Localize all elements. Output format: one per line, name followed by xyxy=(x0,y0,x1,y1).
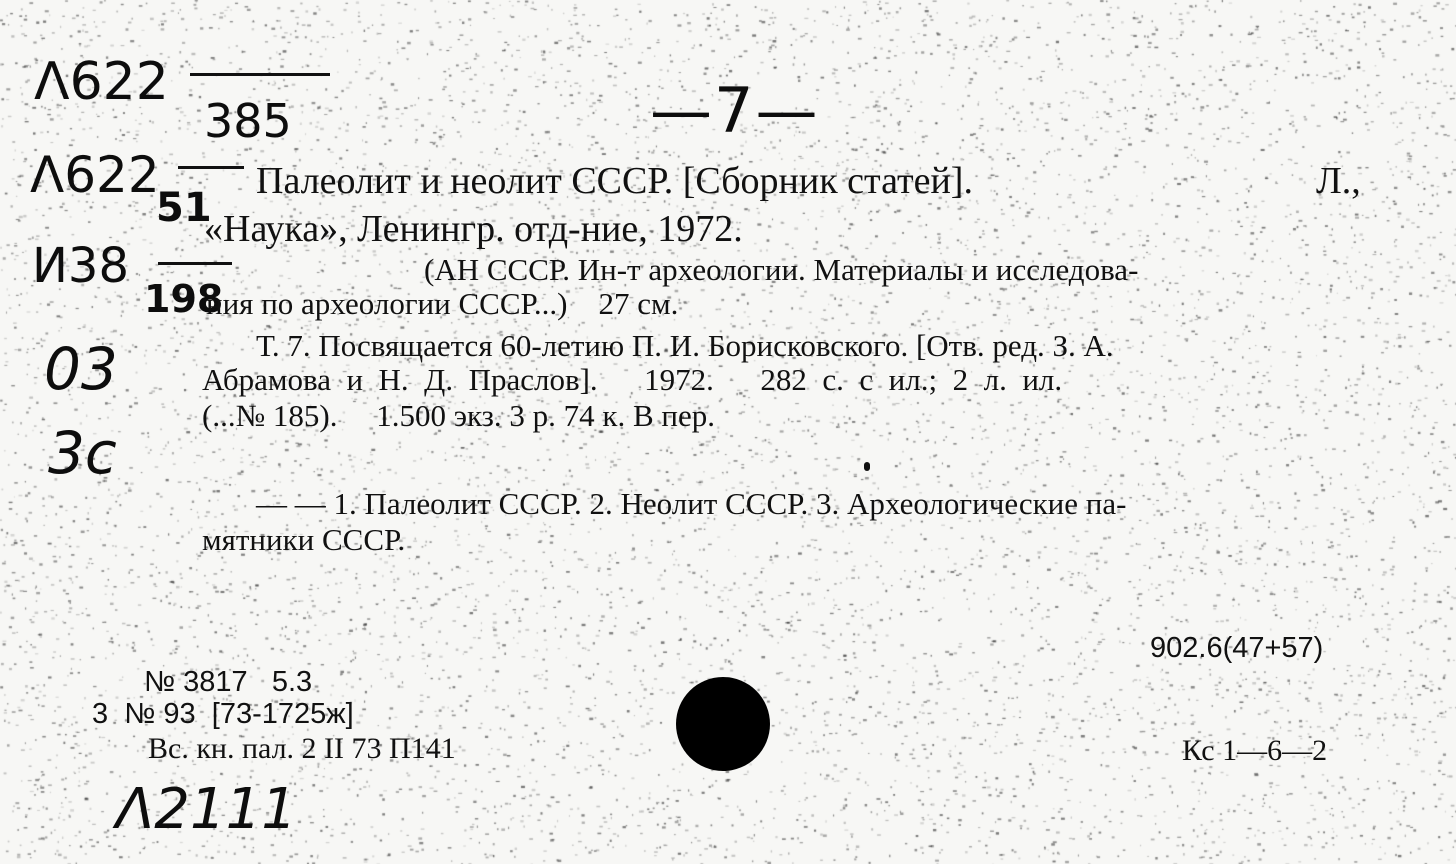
shelfmark-1-main: Λ622 xyxy=(34,52,169,112)
publisher-line: «Наука», Ленингр. отд-ние, 1972. xyxy=(204,208,743,250)
series-line-1: (АН СССР. Ин-т археологии. Материалы и исследова- xyxy=(424,252,1139,287)
shelfmark-2-main: Λ622 xyxy=(30,146,160,204)
classification-index: 902.6(47+57) xyxy=(1150,632,1324,664)
place: Л., xyxy=(1316,160,1361,202)
footer-line-1: № 3817 5.3 xyxy=(144,666,313,698)
note-line-2: Абрамова и Н. Д. Праслов]. 1972. 282 с. с ил.; 2 л. ил. xyxy=(202,362,1063,397)
kc-code: Кс 1—6—2 xyxy=(1182,734,1328,767)
subjects-line-1: — — 1. Палеолит СССР. 2. Неолит СССР. 3. Археологические па- xyxy=(256,486,1127,521)
footer-line-3: Вс. кн. пал. 2 II 73 П141 xyxy=(148,732,456,765)
ink-dot xyxy=(864,462,870,471)
shelfmark-2-sub: 51 xyxy=(156,185,212,231)
footer-line-2: 3 № 93 [73-1725ж] xyxy=(92,698,354,730)
series-line-2: ния по археологии СССР...) 27 см. xyxy=(206,286,679,321)
note-line-1: Т. 7. Посвящается 60-летию П. И. Борисковского. [Отв. ред. З. А. xyxy=(256,328,1114,363)
title-line: Палеолит и неолит СССР. [Сборник статей]. xyxy=(256,160,973,202)
catalog-card-punch-hole xyxy=(676,677,770,771)
subjects-line-2: мятники СССР. xyxy=(202,522,406,557)
shelfmark-2-rule xyxy=(178,166,244,169)
shelfmark-3-main: И38 xyxy=(32,238,129,294)
note-line-3: (...№ 185). 1.500 экз. 3 р. 74 к. В пер. xyxy=(202,398,716,433)
page-mark: —7— xyxy=(650,74,820,147)
shelfmark-1-sub: 385 xyxy=(204,94,292,148)
handwritten-code-3c: 3с xyxy=(48,419,117,487)
shelfmark-3-rule xyxy=(158,262,232,265)
shelfmark-1-rule xyxy=(190,73,330,76)
shelfmark-3-sub: 198 xyxy=(144,277,224,321)
handwritten-bottom-mark: Λ2111 xyxy=(116,777,297,842)
handwritten-code-03: 03 xyxy=(44,335,118,403)
